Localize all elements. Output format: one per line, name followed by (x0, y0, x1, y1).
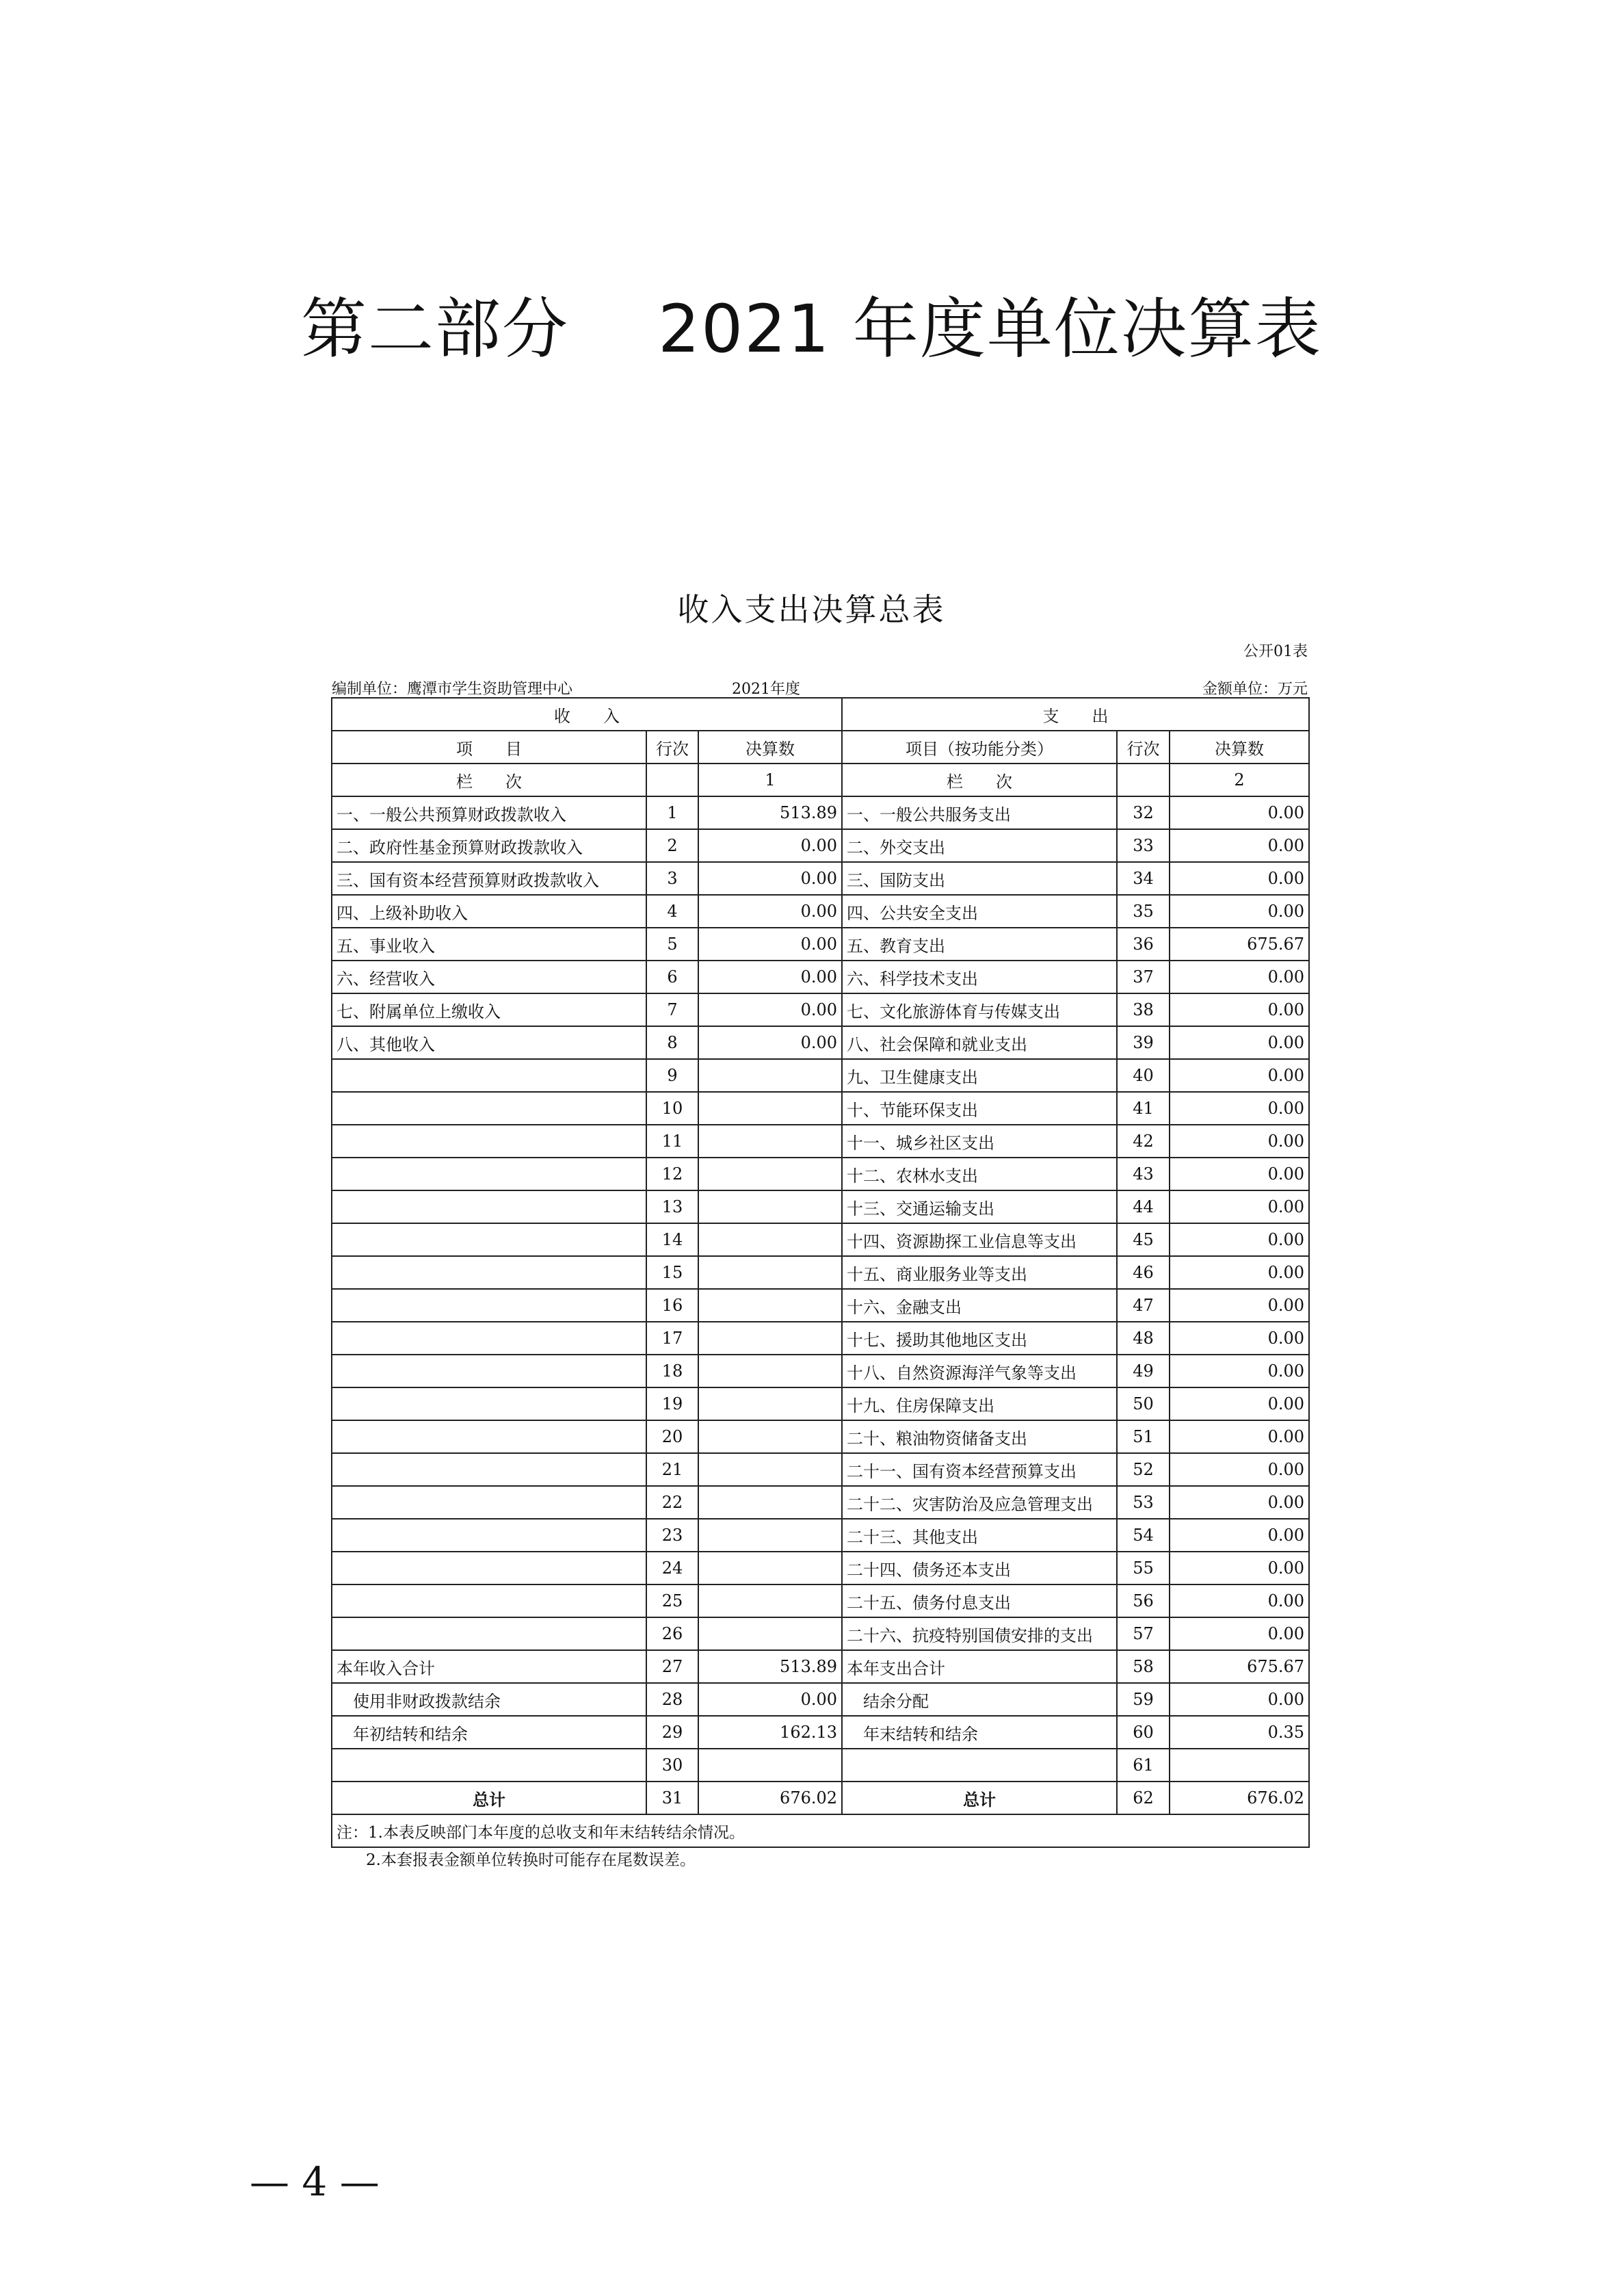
expense-item-cell: 十、节能环保支出 (842, 1092, 1117, 1125)
income-amount-cell (698, 1256, 842, 1289)
lanci-label: 栏 次 (332, 764, 646, 796)
expense-line-no-cell: 33 (1117, 829, 1170, 862)
income-item-cell (332, 1322, 646, 1355)
expense-line-no-cell: 47 (1117, 1289, 1170, 1322)
note-row (332, 1814, 1309, 1847)
income-line-no-cell: 26 (646, 1617, 698, 1650)
page-number: — 4 — (250, 2158, 380, 2205)
expense-item-cell: 十一、城乡社区支出 (842, 1125, 1117, 1158)
table-row (332, 1256, 1309, 1289)
expense-amount-cell: 0.00 (1170, 1420, 1309, 1453)
income-item-cell: 使用非财政拨款结余 (332, 1683, 646, 1716)
income-item-cell (332, 1125, 646, 1158)
table-row (332, 862, 1309, 895)
income-item-cell: 四、上级补助收入 (332, 895, 646, 928)
expense-amount-cell: 0.00 (1170, 1158, 1309, 1190)
income-item-cell: 七、附属单位上缴收入 (332, 993, 646, 1026)
income-item-cell: 八、其他收入 (332, 1026, 646, 1059)
income-amount-cell (698, 1519, 842, 1552)
income-item-cell (332, 1355, 646, 1387)
expense-line-no-cell: 55 (1117, 1552, 1170, 1584)
income-item-cell (332, 1387, 646, 1420)
expense-amount-cell: 675.67 (1170, 928, 1309, 961)
col-2-label: 2 (1170, 764, 1309, 796)
fiscal-year: 2021年度 (732, 681, 800, 698)
income-line-no-cell: 29 (646, 1716, 698, 1749)
expense-line-no-cell: 49 (1117, 1355, 1170, 1387)
amount-header: 决算数 (698, 731, 842, 764)
income-header: 收 入 (332, 698, 842, 731)
table-row (332, 1716, 1309, 1749)
line-no-header: 行次 (646, 731, 698, 764)
expense-amount-cell: 0.00 (1170, 796, 1309, 829)
income-amount-cell: 513.89 (698, 796, 842, 829)
expense-item-cell: 二十六、抗疫特别国债安排的支出 (842, 1617, 1117, 1650)
income-amount-cell: 0.00 (698, 993, 842, 1026)
income-item-cell (332, 1749, 646, 1782)
income-line-no-cell: 3 (646, 862, 698, 895)
expense-amount-cell: 0.00 (1170, 1584, 1309, 1617)
lanci-label-2: 栏 次 (842, 764, 1117, 796)
expense-line-no-cell: 46 (1117, 1256, 1170, 1289)
income-line-no-cell: 25 (646, 1584, 698, 1617)
expense-line-no-cell: 56 (1117, 1584, 1170, 1617)
compiling-unit: 编制单位：鹰潭市学生资助管理中心 (332, 681, 573, 698)
income-amount-cell: 0.00 (698, 1683, 842, 1716)
table-row (332, 1223, 1309, 1256)
income-line-no-cell: 23 (646, 1519, 698, 1552)
expense-line-no-cell: 45 (1117, 1223, 1170, 1256)
expense-amount-cell: 0.00 (1170, 862, 1309, 895)
lanci-empty-2 (1117, 764, 1170, 796)
income-amount-cell (698, 1190, 842, 1223)
income-amount-cell (698, 1420, 842, 1453)
table-row (332, 1158, 1309, 1190)
expense-line-no-cell: 60 (1117, 1716, 1170, 1749)
income-line-no-cell: 14 (646, 1223, 698, 1256)
table-row (332, 1749, 1309, 1782)
expense-line-no-cell: 61 (1117, 1749, 1170, 1782)
expense-item-cell: 结余分配 (842, 1683, 1117, 1716)
table-row (332, 928, 1309, 961)
expense-line-no-cell: 40 (1117, 1059, 1170, 1092)
expense-item-cell: 十二、农林水支出 (842, 1158, 1117, 1190)
income-amount-cell (698, 1125, 842, 1158)
expense-line-no-cell: 50 (1117, 1387, 1170, 1420)
table-row (332, 1683, 1309, 1716)
expense-item-cell: 五、教育支出 (842, 928, 1117, 961)
expense-item-cell: 十八、自然资源海洋气象等支出 (842, 1355, 1117, 1387)
expense-amount-cell: 0.00 (1170, 1486, 1309, 1519)
income-line-no-cell: 21 (646, 1453, 698, 1486)
expense-amount-cell: 675.67 (1170, 1650, 1309, 1683)
expense-item-cell: 二、外交支出 (842, 829, 1117, 862)
income-amount-cell (698, 1322, 842, 1355)
note-1: 注：1.本表反映部门本年度的总收支和年末结转结余情况。 (332, 1814, 1309, 1847)
expense-line-no-cell: 41 (1117, 1092, 1170, 1125)
table-row (332, 895, 1309, 928)
income-line-no-cell: 11 (646, 1125, 698, 1158)
table-row (332, 1387, 1309, 1420)
income-item-cell (332, 1420, 646, 1453)
expense-line-no-cell: 57 (1117, 1617, 1170, 1650)
income-item-cell (332, 1552, 646, 1584)
amount-header-2: 决算数 (1170, 731, 1309, 764)
table-row (332, 829, 1309, 862)
expense-amount-cell: 0.00 (1170, 1125, 1309, 1158)
income-amount-cell (698, 1355, 842, 1387)
income-amount-cell (698, 1486, 842, 1519)
expense-item-cell: 十四、资源勘探工业信息等支出 (842, 1223, 1117, 1256)
income-amount-cell (698, 1289, 842, 1322)
income-line-no-cell: 5 (646, 928, 698, 961)
table-title: 收入支出决算总表 (677, 591, 946, 628)
table-row (332, 1486, 1309, 1519)
expense-amount-cell: 0.00 (1170, 1223, 1309, 1256)
expense-line-no-cell: 42 (1117, 1125, 1170, 1158)
expense-item-cell: 七、文化旅游体育与传媒支出 (842, 993, 1117, 1026)
income-line-no-cell: 17 (646, 1322, 698, 1355)
expense-amount-cell: 0.00 (1170, 829, 1309, 862)
meta-row (332, 677, 1308, 698)
income-amount-cell (698, 1092, 842, 1125)
expense-line-no-cell: 59 (1117, 1683, 1170, 1716)
expense-line-no-cell: 52 (1117, 1453, 1170, 1486)
income-line-no-cell: 19 (646, 1387, 698, 1420)
income-line-no-cell: 6 (646, 961, 698, 993)
income-amount-cell: 0.00 (698, 895, 842, 928)
table-row (332, 1355, 1309, 1387)
expense-item-cell: 年末结转和结余 (842, 1716, 1117, 1749)
table-row (332, 1420, 1309, 1453)
form-code: 公开01表 (1243, 643, 1308, 660)
expense-item-cell: 十三、交通运输支出 (842, 1190, 1117, 1223)
income-item-cell: 二、政府性基金预算财政拨款收入 (332, 829, 646, 862)
income-amount-cell (698, 1387, 842, 1420)
income-line-no-cell: 7 (646, 993, 698, 1026)
income-item-cell (332, 1059, 646, 1092)
table-row (332, 1190, 1309, 1223)
expense-line-no-cell: 36 (1117, 928, 1170, 961)
income-item-cell (332, 1092, 646, 1125)
expense-item-cell: 二十、粮油物资储备支出 (842, 1420, 1117, 1453)
expense-item-cell: 十七、援助其他地区支出 (842, 1322, 1117, 1355)
income-amount-cell: 676.02 (698, 1782, 842, 1814)
income-amount-cell (698, 1223, 842, 1256)
expense-line-no-cell: 62 (1117, 1782, 1170, 1814)
income-item-cell (332, 1617, 646, 1650)
expense-amount-cell: 0.00 (1170, 895, 1309, 928)
table-row (332, 1092, 1309, 1125)
income-line-no-cell: 13 (646, 1190, 698, 1223)
table-row (332, 1650, 1309, 1683)
expense-line-no-cell: 34 (1117, 862, 1170, 895)
income-amount-cell: 0.00 (698, 961, 842, 993)
income-item-cell (332, 1256, 646, 1289)
expense-item-cell: 十五、商业服务业等支出 (842, 1256, 1117, 1289)
income-line-no-cell: 8 (646, 1026, 698, 1059)
expense-amount-cell: 0.00 (1170, 1289, 1309, 1322)
page-title: 第二部分 2021 年度单位决算表 (301, 291, 1322, 367)
expense-item-cell: 二十五、债务付息支出 (842, 1584, 1117, 1617)
income-item-cell: 总计 (332, 1782, 646, 1814)
expense-amount-cell: 0.00 (1170, 1322, 1309, 1355)
income-line-no-cell: 2 (646, 829, 698, 862)
expense-item-cell: 九、卫生健康支出 (842, 1059, 1117, 1092)
table-row (332, 1552, 1309, 1584)
income-amount-cell (698, 1059, 842, 1092)
lanci-empty (646, 764, 698, 796)
income-amount-cell (698, 1158, 842, 1190)
income-line-no-cell: 16 (646, 1289, 698, 1322)
income-item-cell: 三、国有资本经营预算财政拨款收入 (332, 862, 646, 895)
expense-item-cell: 二十一、国有资本经营预算支出 (842, 1453, 1117, 1486)
table-row (332, 1125, 1309, 1158)
expense-line-no-cell: 32 (1117, 796, 1170, 829)
expense-header: 支 出 (842, 698, 1309, 731)
note-2: 2.本套报表金额单位转换时可能存在尾数误差。 (366, 1851, 696, 1869)
table-row (332, 1059, 1309, 1092)
income-line-no-cell: 12 (646, 1158, 698, 1190)
income-line-no-cell: 24 (646, 1552, 698, 1584)
expense-line-no-cell: 37 (1117, 961, 1170, 993)
expense-amount-cell: 676.02 (1170, 1782, 1309, 1814)
expense-item-cell: 十九、住房保障支出 (842, 1387, 1117, 1420)
income-item-cell (332, 1519, 646, 1552)
income-item-cell: 年初结转和结余 (332, 1716, 646, 1749)
expense-item-cell: 四、公共安全支出 (842, 895, 1117, 928)
expense-item-cell (842, 1749, 1117, 1782)
table-row (332, 1453, 1309, 1486)
expense-item-cell: 二十三、其他支出 (842, 1519, 1117, 1552)
income-line-no-cell: 22 (646, 1486, 698, 1519)
expense-amount-cell: 0.00 (1170, 1617, 1309, 1650)
expense-amount-cell: 0.00 (1170, 1552, 1309, 1584)
expense-amount-cell: 0.00 (1170, 993, 1309, 1026)
expense-item-cell: 本年支出合计 (842, 1650, 1117, 1683)
expense-line-no-cell: 43 (1117, 1158, 1170, 1190)
table-row (332, 961, 1309, 993)
expense-amount-cell (1170, 1749, 1309, 1782)
expense-line-no-cell: 48 (1117, 1322, 1170, 1355)
table-row (332, 1026, 1309, 1059)
income-item-cell: 六、经营收入 (332, 961, 646, 993)
item-header: 项 目 (332, 731, 646, 764)
expense-amount-cell: 0.00 (1170, 1683, 1309, 1716)
expense-item-cell: 总计 (842, 1782, 1117, 1814)
expense-line-no-cell: 58 (1117, 1650, 1170, 1683)
expense-line-no-cell: 54 (1117, 1519, 1170, 1552)
table-row (332, 993, 1309, 1026)
income-item-cell (332, 1289, 646, 1322)
expense-line-no-cell: 44 (1117, 1190, 1170, 1223)
table-row (332, 1289, 1309, 1322)
expense-amount-cell: 0.00 (1170, 1355, 1309, 1387)
income-item-cell (332, 1223, 646, 1256)
line-no-header-2: 行次 (1117, 731, 1170, 764)
income-line-no-cell: 20 (646, 1420, 698, 1453)
income-item-cell: 五、事业收入 (332, 928, 646, 961)
expense-amount-cell: 0.35 (1170, 1716, 1309, 1749)
expense-item-cell: 二十二、灾害防治及应急管理支出 (842, 1486, 1117, 1519)
income-line-no-cell: 30 (646, 1749, 698, 1782)
table-row (332, 1782, 1309, 1814)
income-line-no-cell: 27 (646, 1650, 698, 1683)
header-row-section (332, 698, 1309, 731)
income-amount-cell (698, 1617, 842, 1650)
expense-line-no-cell: 38 (1117, 993, 1170, 1026)
expense-line-no-cell: 39 (1117, 1026, 1170, 1059)
expense-line-no-cell: 35 (1117, 895, 1170, 928)
table-row (332, 796, 1309, 829)
income-amount-cell (698, 1749, 842, 1782)
expense-line-no-cell: 53 (1117, 1486, 1170, 1519)
expense-amount-cell: 0.00 (1170, 1026, 1309, 1059)
expense-item-cell: 六、科学技术支出 (842, 961, 1117, 993)
income-line-no-cell: 10 (646, 1092, 698, 1125)
income-line-no-cell: 28 (646, 1683, 698, 1716)
expense-amount-cell: 0.00 (1170, 1256, 1309, 1289)
expense-line-no-cell: 51 (1117, 1420, 1170, 1453)
income-item-cell (332, 1486, 646, 1519)
income-amount-cell (698, 1453, 842, 1486)
expense-item-cell: 十六、金融支出 (842, 1289, 1117, 1322)
income-amount-cell: 0.00 (698, 1026, 842, 1059)
income-line-no-cell: 4 (646, 895, 698, 928)
income-line-no-cell: 31 (646, 1782, 698, 1814)
expense-item-cell: 一、一般公共服务支出 (842, 796, 1117, 829)
income-item-cell (332, 1158, 646, 1190)
expense-item-cell: 八、社会保障和就业支出 (842, 1026, 1117, 1059)
header-row-lanci (332, 764, 1309, 796)
expense-item-cell: 三、国防支出 (842, 862, 1117, 895)
expense-amount-cell: 0.00 (1170, 1519, 1309, 1552)
expense-amount-cell: 0.00 (1170, 961, 1309, 993)
amount-unit: 金额单位：万元 (1202, 681, 1308, 698)
col-1-label: 1 (698, 764, 842, 796)
income-amount-cell: 0.00 (698, 829, 842, 862)
header-row-columns (332, 731, 1309, 764)
income-line-no-cell: 9 (646, 1059, 698, 1092)
income-amount-cell: 0.00 (698, 862, 842, 895)
table-row (332, 1519, 1309, 1552)
expense-item-cell: 二十四、债务还本支出 (842, 1552, 1117, 1584)
income-line-no-cell: 18 (646, 1355, 698, 1387)
expense-amount-cell: 0.00 (1170, 1190, 1309, 1223)
expense-amount-cell: 0.00 (1170, 1092, 1309, 1125)
income-item-cell: 本年收入合计 (332, 1650, 646, 1683)
income-line-no-cell: 1 (646, 796, 698, 829)
item-func-header: 项目（按功能分类） (842, 731, 1117, 764)
expense-amount-cell: 0.00 (1170, 1059, 1309, 1092)
table-row (332, 1584, 1309, 1617)
income-amount-cell: 0.00 (698, 928, 842, 961)
income-amount-cell (698, 1552, 842, 1584)
expense-amount-cell: 0.00 (1170, 1453, 1309, 1486)
income-item-cell (332, 1190, 646, 1223)
income-amount-cell (698, 1584, 842, 1617)
income-item-cell (332, 1453, 646, 1486)
income-line-no-cell: 15 (646, 1256, 698, 1289)
table-row (332, 1617, 1309, 1650)
income-item-cell (332, 1584, 646, 1617)
income-amount-cell: 513.89 (698, 1650, 842, 1683)
table-row (332, 1322, 1309, 1355)
income-expense-table (331, 697, 1310, 1848)
income-amount-cell: 162.13 (698, 1716, 842, 1749)
income-item-cell: 一、一般公共预算财政拨款收入 (332, 796, 646, 829)
expense-amount-cell: 0.00 (1170, 1387, 1309, 1420)
